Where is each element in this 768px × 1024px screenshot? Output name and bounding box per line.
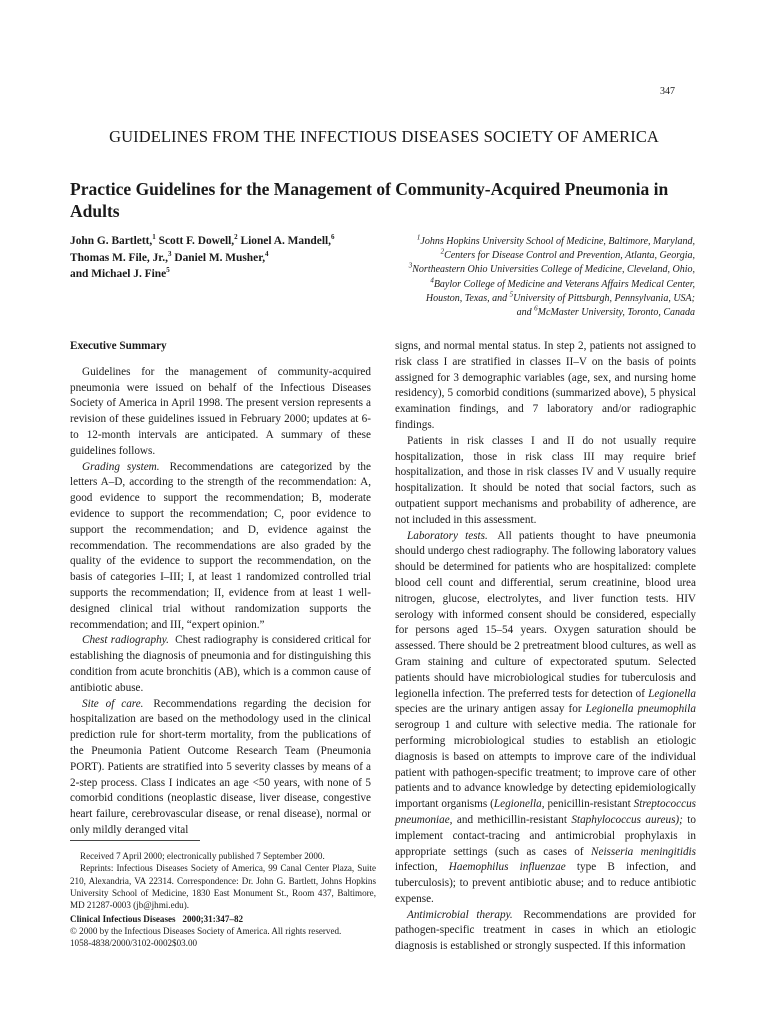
species-name: Legionella, xyxy=(493,798,545,811)
body-column-right xyxy=(395,339,696,955)
paragraph-text: Recommendations are provided for pathogen-specific treatment in cases in which an etiologic diagnosis is established or strongly suspected. If this information xyxy=(395,908,696,953)
footnote-rule xyxy=(70,840,200,841)
affiliation-text: University of Pittsburgh, Pennsylvania, USA; xyxy=(513,292,695,304)
author-name: Lionel A. Mandell, xyxy=(240,235,332,247)
author-affiliation-mark: 3 xyxy=(167,249,172,258)
citation-issn: 1058-4838/2000/3102-0002$03.00 xyxy=(70,938,198,948)
affiliation-mark: 3 xyxy=(408,262,413,271)
author-name: John G. Bartlett, xyxy=(70,235,153,247)
citation-volume: 2000;31:347–82 xyxy=(182,914,244,924)
affiliation-text: Centers for Disease Control and Prevention, Atlanta, Georgia, xyxy=(444,250,695,262)
affiliation-text: Northeastern Ohio Universities College of Medicine, Cleveland, Ohio, xyxy=(412,264,695,276)
run-in-heading: Antimicrobial therapy. xyxy=(407,908,513,921)
affiliation-mark: 5 xyxy=(509,290,514,299)
run-in-heading: Grading system. xyxy=(82,460,160,473)
paragraph-site-of-care xyxy=(70,697,371,839)
affiliation-mark: 1 xyxy=(416,233,421,242)
page-number: 347 xyxy=(660,86,675,97)
paragraph-text: Chest radiography is considered critical for establishing the diagnosis of pneumonia and for distinguishing this condition from acute bronchitis (AB), which is a common cause of antibiotic abuse. xyxy=(70,634,372,694)
paragraph-grading xyxy=(70,460,371,634)
affiliation-text: Johns Hopkins University School of Medicine, Baltimore, Maryland, xyxy=(420,236,695,247)
paragraph-risk-classes: Patients in risk classes I and II do not usually require hospitalization, those in risk class III may require brief hospitalization, and those in risk classes IV and V usually require hospitalization. It should be noted that social factors, such as outpatient support mechanisms and probability of adherence, are not included in this assessment. xyxy=(395,434,696,526)
citation-journal: Clinical Infectious Diseases xyxy=(70,914,176,924)
citation-block xyxy=(70,913,376,949)
affiliation-list xyxy=(365,235,695,320)
paragraph-chest-radiography xyxy=(70,633,371,696)
species-name: Legionella xyxy=(648,687,697,700)
species-name: Haemophilus influenzae xyxy=(448,861,566,874)
run-in-heading: Chest radiography. xyxy=(82,634,169,647)
paragraph-laboratory-tests xyxy=(395,529,696,908)
body-column-left xyxy=(70,339,371,839)
author-list xyxy=(70,233,380,283)
affiliation-text: Houston, Texas, and xyxy=(425,292,508,304)
paragraph-text: penicillin-resistant xyxy=(547,798,631,811)
species-name: Staphylococcus aureus); xyxy=(571,813,683,826)
author-name: Thomas M. File, Jr., xyxy=(70,251,168,264)
run-in-heading: Laboratory tests. xyxy=(407,529,488,542)
run-in-heading: Site of care. xyxy=(82,697,144,710)
affiliation-mark: 6 xyxy=(534,304,538,313)
footnote-received: Received 7 April 2000; electronically published 7 September 2000. xyxy=(80,851,325,861)
paragraph-text: to implement contact-tracing and antimicrobial prophylaxis in appropriate settings (such as cases of xyxy=(395,813,696,858)
paragraph-antimicrobial-therapy xyxy=(395,908,696,955)
author-affiliation-mark: 6 xyxy=(331,233,335,242)
paragraph-text: infection, xyxy=(395,861,438,874)
footnote-reprints: Reprints: Infectious Diseases Society of America, 99 Canal Center Plaza, Suite 210, Alexandria, VA 22314. Correspondence: Dr. John G. Bartlett, Johns Hopkins University School of Medicine, 1830 East Monument St., Room 437, Baltimore, MD 21287-0003 (jb@jhmi.edu). xyxy=(70,863,376,911)
author-name: and Michael J. Fine xyxy=(70,268,167,280)
paragraph-text: type B infection, and tuberculosis); to prevent antibiotic abuse; and to reduce antibiotic expense. xyxy=(395,861,697,905)
species-name: Neisseria meningitidis xyxy=(591,845,696,858)
affiliation-text: Baylor College of Medicine and Veterans Affairs Medical Center, xyxy=(433,278,695,290)
affiliation-mark: 4 xyxy=(430,276,434,285)
species-name: Legionella pneumophila xyxy=(585,703,696,716)
author-affiliation-mark: 1 xyxy=(152,233,156,242)
author-name: Daniel M. Musher, xyxy=(174,251,266,264)
author-affiliation-mark: 4 xyxy=(265,249,269,258)
author-name: Scott F. Dowell, xyxy=(158,235,235,247)
paragraph-text: Recommendations regarding the decision for hospitalization are based on the methodology used in the clinical prediction rule for short-term mortality, from the publications of the Pneumonia Patient Outcome Research Team (Pneumonia PORT). Patients are stratified into 5 severity classes by means of a 2-step process. Class I indicates an age <50 years, with none of 5 comorbid conditions (neoplastic disease, liver disease, congestive heart failure, cerebrovascular disease, or renal disease), normal or only mildly deranged vital xyxy=(70,697,371,836)
paragraph-continued: signs, and normal mental status. In step 2, patients not assigned to risk class I are stratified in classes II–V on the basis of points assigned for 3 demographic variables (age, sex, and nursing home residency), 5 comorbid conditions (summarized above), 5 physical examination findings, and 7 laboratory and/or radiographic findings. xyxy=(395,340,696,431)
species-name: Streptococcus pneumoniae, xyxy=(395,798,697,826)
paragraph-text: species are the urinary antigen assay for xyxy=(395,703,582,716)
author-affiliation-mark: 2 xyxy=(234,233,238,242)
journal-header: GUIDELINES FROM THE INFECTIOUS DISEASES SOCIETY OF AMERICA xyxy=(109,127,659,146)
section-heading: Executive Summary xyxy=(70,340,167,352)
author-affiliation-mark: 5 xyxy=(166,266,170,275)
paragraph-text: Recommendations are categorized by the letters A–D, according to the strength of the recommendation: A, good evidence to support the recommendation; B, moderate evidence to support the recommendation; C, poor evidence to support the recommendation; and D, evidence against the recommendation. The recommendations are also graded by the quality of the evidence to support the recommendation, on the basis of categories I–III; I, at least 1 randomized controlled trial supports the recommendation; II, evidence from at least 1 well-designed clinical trial without randomization supports the recommendation; and III, “expert opinion.” xyxy=(70,460,371,631)
affiliation-text: McMaster University, Toronto, Canada xyxy=(537,307,695,319)
footnote xyxy=(70,850,376,911)
paragraph-text: All patients thought to have pneumonia should undergo chest radiography. The following laboratory values should be determined for patients who are hospitalized: complete blood cell count and differential, serum creatinine, blood urea nitrogen, glucose, electrolytes, and liver function tests. HIV serology with informed consent should be considered, especially for persons aged 15–54 years. Oxygen saturation should be assessed. There should be 2 pretreatment blood cultures, as well as Gram staining and culture of expectorated sputum. Selected patients should have microbiological studies for tuberculosis and legionella infection. The preferred tests for detection of xyxy=(395,529,696,700)
paragraph-text: serogroup 1 and culture with selective media. The rationale for performing microbiological studies to establish an etiologic diagnosis is based on attempts to improve care of the individual patient with pathogen-specific treatment; to improve care of other patients and to advance knowledge by detecting epidemiologically important organisms ( xyxy=(395,719,696,811)
article-title: Practice Guidelines for the Management of Community-Acquired Pneumonia in Adults xyxy=(70,179,669,221)
citation-copyright: © 2000 by the Infectious Diseases Society of America. All rights reserved. xyxy=(70,926,342,936)
affiliation-text: and xyxy=(516,307,532,319)
paragraph-intro: Guidelines for the management of community-acquired pneumonia were issued on behalf of the Infectious Diseases Society of America in April 1998. The present version represents a revision of these guidelines issued in February 2000; updates at 6- to 12-month intervals are anticipated. A summary of these guidelines follows. xyxy=(70,365,371,457)
paragraph-text: and methicillin-resistant xyxy=(456,813,567,826)
affiliation-mark: 2 xyxy=(440,247,445,256)
